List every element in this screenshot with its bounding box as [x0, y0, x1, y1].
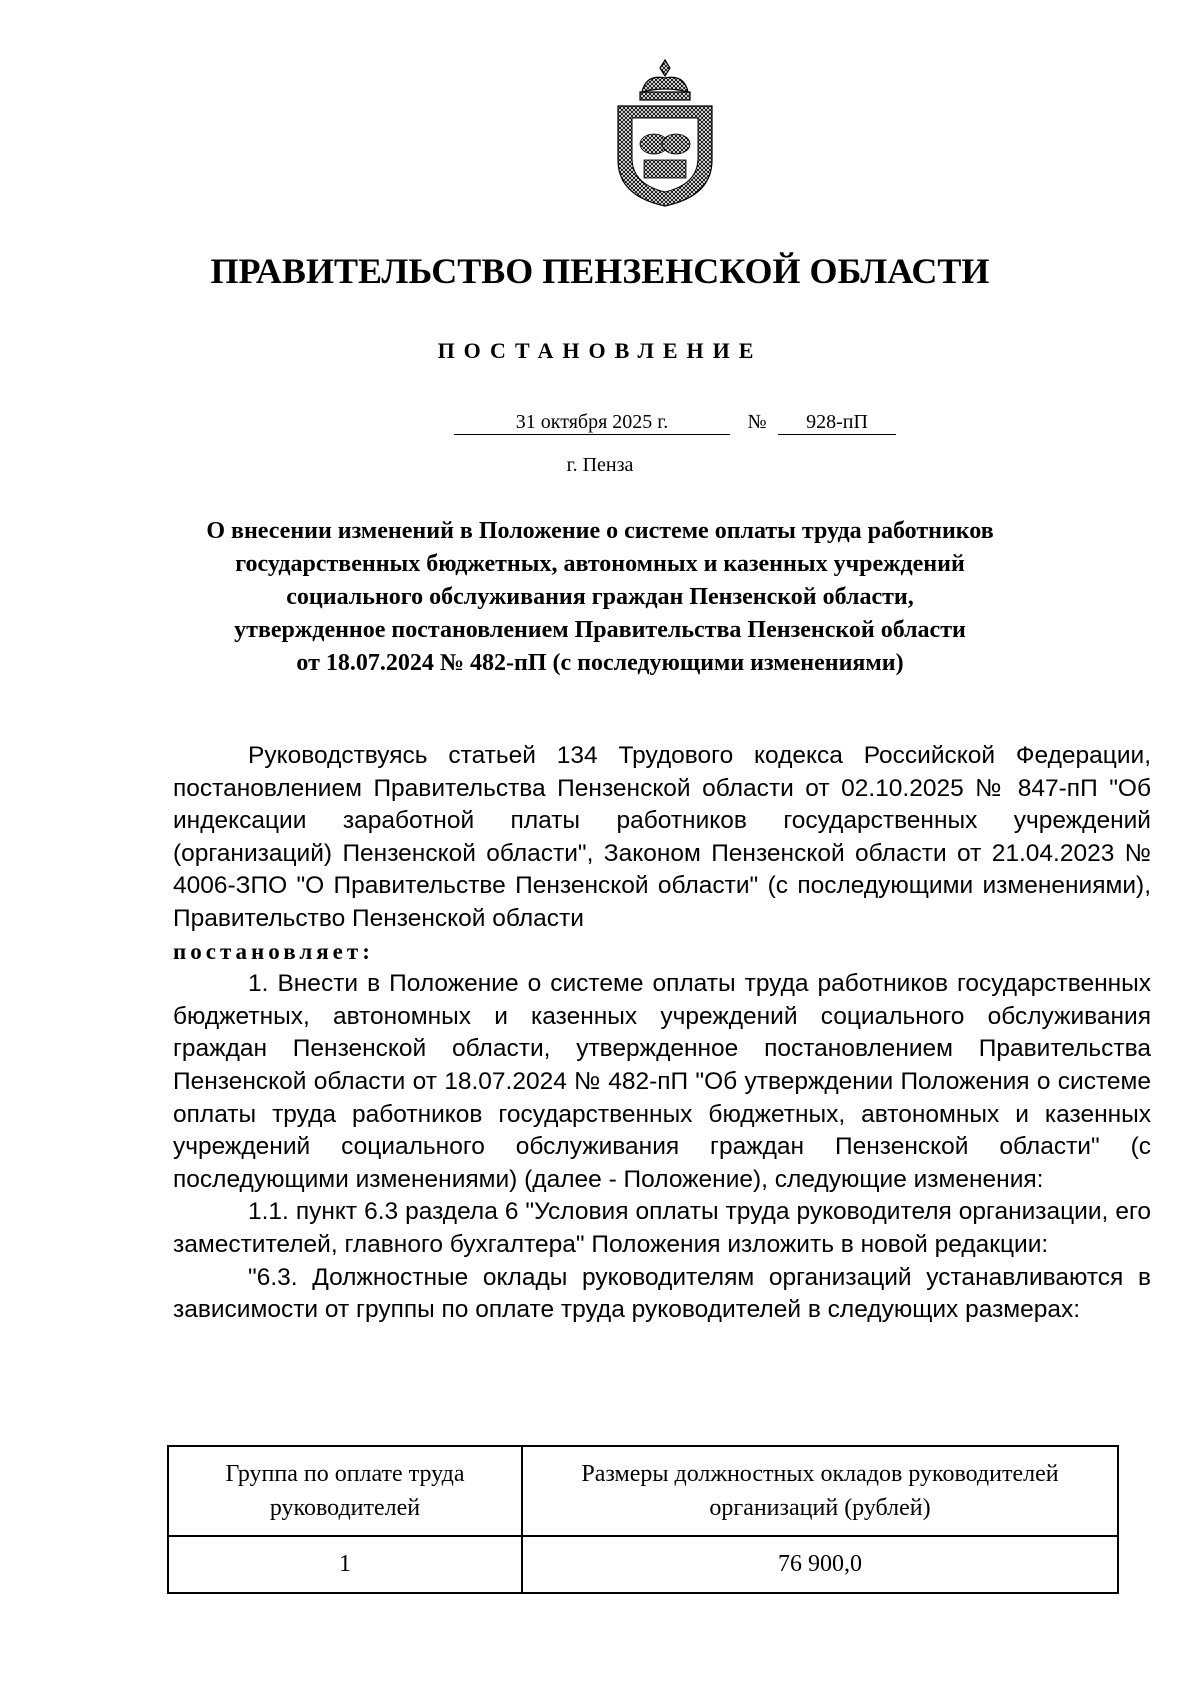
number-sign: № [747, 411, 767, 433]
government-title: ПРАВИТЕЛЬСТВО ПЕНЗЕНСКОЙ ОБЛАСТИ [210, 251, 990, 291]
preamble-paragraph: Руководствуясь статьей 134 Трудового кодекса Российской Федерации, постановлением Правительства Пензенской области от 02.10.2025 № 847-пП "Об индексации заработной платы работников государственных учреждений (организаций) Пензенской области", Законом Пензенской области от 21.04.2023 № 4006-ЗПО "О Правительстве Пензенской области" (с последующими изменениями), Правительство Пензенской области [173, 742, 1151, 932]
resolves-paragraph [173, 936, 1151, 969]
subject-line: утвержденное постановлением Правительства Пензенской области [234, 617, 966, 643]
table-row [168, 1536, 1118, 1593]
document-number: 928-пП [778, 410, 896, 435]
subject-line: социального обслуживания граждан Пензенской области, [286, 584, 914, 610]
table-cell-salary: 76 900,0 [522, 1536, 1118, 1593]
document-subject [150, 515, 1050, 680]
document-body [173, 740, 1151, 1327]
city: г. Пенза [566, 454, 634, 476]
subject-line: О внесении изменений в Положение о системе оплаты труда работников [206, 518, 994, 544]
column-header-salary: Размеры должностных окладов руководителей организаций (рублей) [522, 1446, 1118, 1536]
item-1-1-paragraph: 1.1. пункт 6.3 раздела 6 "Условия оплаты труда руководителя организации, его заместителей, главного бухгалтера" Положения изложить в новой редакции: [173, 1198, 1151, 1258]
column-header-group: Группа по оплате труда руководителей [168, 1446, 522, 1536]
item-1-paragraph: 1. Внести в Положение о системе оплаты труда работников государственных бюджетных, автономных и казенных учреждений социального обслуживания граждан Пензенской области, утвержденное постановлением Правительства Пензенской области от 18.07.2024 № 482-пП "Об утверждении Положения о системе оплаты труда работников государственных бюджетных, автономных и казенных учреждений социального обслуживания граждан Пензенской области" (с последующими изменениями) (далее - Положение), следующие изменения: [173, 970, 1151, 1193]
clause-6-3-paragraph: "6.3. Должностные оклады руководителям организаций устанавливаются в зависимости от группы по оплате труда руководителей в следующих размерах: [173, 1263, 1151, 1324]
subject-line: государственных бюджетных, автономных и казенных учреждений [235, 551, 965, 577]
coat-of-arms-icon [604, 56, 726, 208]
table-header-row [168, 1446, 1118, 1536]
table-cell-group: 1 [168, 1536, 522, 1593]
subject-line: от 18.07.2024 № 482-пП (с последующими изменениями) [296, 650, 904, 676]
salary-table [167, 1445, 1119, 1594]
resolves-word: постановляет: [173, 938, 374, 964]
document-type: ПОСТАНОВЛЕНИЕ [437, 338, 763, 363]
document-date: 31 октября 2025 г. [454, 410, 730, 435]
